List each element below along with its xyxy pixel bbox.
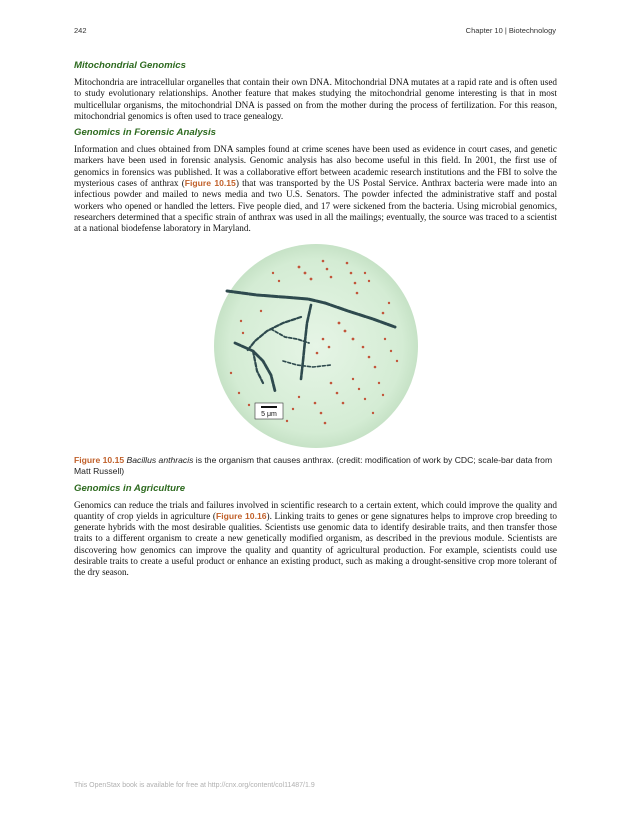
section-title-forensic: Genomics in Forensic Analysis: [74, 127, 216, 139]
caption-label: Figure 10.15: [74, 454, 125, 465]
content: [74, 55, 557, 583]
paragraph-text: ) that was transported by the US Postal Service. Anthrax bacteria were made into an infectious powder and mailed to news media and two U.S. Senators. The powder infected the administrative staff and postal workers who opened or handled the letters. Five people died, and 17 were sickened from the bacteria. Using microbial genomics, researchers determined that a specific strain of anthrax was used in all the mailings; eventually, the source was traced to a scientist at a national biodefense laboratory in Maryland.: [74, 178, 557, 234]
section-title-agriculture: Genomics in Agriculture: [74, 482, 186, 494]
paragraph-mitochondrial: Mitochondria are intracellular organelles that contain their own DNA. Mitochondrial DNA mutates at a rapid rate and is often used to study evolutionary relationships. Another feature that makes studying the mitochondrial genome interesting is that in most multicellular organisms, the mitochondrial DNA is passed on from the mother during the process of fertilization. For this reason, mitochondrial genomics is often used to trace genealogy.: [74, 77, 557, 121]
figure-caption: [74, 455, 557, 477]
paragraph-text: ). Linking traits to genes or gene signatures helps to improve crop breeding to generate hybrids with the most desirable qualities. Scientists use genomic data to identify desirable traits, and then transfer those traits to a different organism to create a new genetically modified organism, as described in the previous module. Scientists are discovering how genomics can improve the quality and quantity of agricultural production. For example, scientists could use desirable traits to create a useful product or enhance an existing product, such as making a drought-sensitive crop more tolerant of the dry season.: [74, 510, 557, 578]
caption-text: is the organism that causes anthrax. (credit: modification of work by CDC; scale-bar data from Matt Russell): [74, 454, 553, 476]
paragraph-agriculture: [74, 500, 557, 579]
scale-bar-label: 5 μm: [260, 410, 277, 418]
paragraph-text: Information and clues obtained from DNA samples found at crime scenes have been used as evidence in court cases, and genetic markers have been used in forensic analysis. Genomic analysis has also become useful in this field. In 2001, the first use of genomics in forensics was published. It was a collaborative effort between academic research institutions and the FBI to solve the mysterious cases of anthrax (: [74, 144, 557, 189]
caption-species: Bacillus anthracis: [126, 454, 194, 465]
figure-10-16-link[interactable]: Figure 10.16: [216, 510, 267, 521]
figure-10-15: [74, 243, 557, 449]
footer-note: This OpenStax book is available for free at http://cnx.org/content/col11487/1.9: [74, 782, 315, 789]
section-title-mitochondrial: Mitochondrial Genomics: [74, 60, 186, 71]
page-number: 242: [74, 26, 87, 35]
chapter-header: Chapter 10 | Biotechnology: [465, 26, 556, 35]
figure-10-15-link[interactable]: Figure 10.15: [184, 178, 236, 189]
bacillus-micrograph: [213, 243, 419, 449]
paragraph-text: Genomics can reduce the trials and failures involved in scientific research to a certain extent, which could improve the quality and quantity of crop yields in agriculture (: [74, 499, 557, 521]
scale-bar: [255, 403, 283, 419]
paragraph-forensic: [74, 144, 557, 234]
